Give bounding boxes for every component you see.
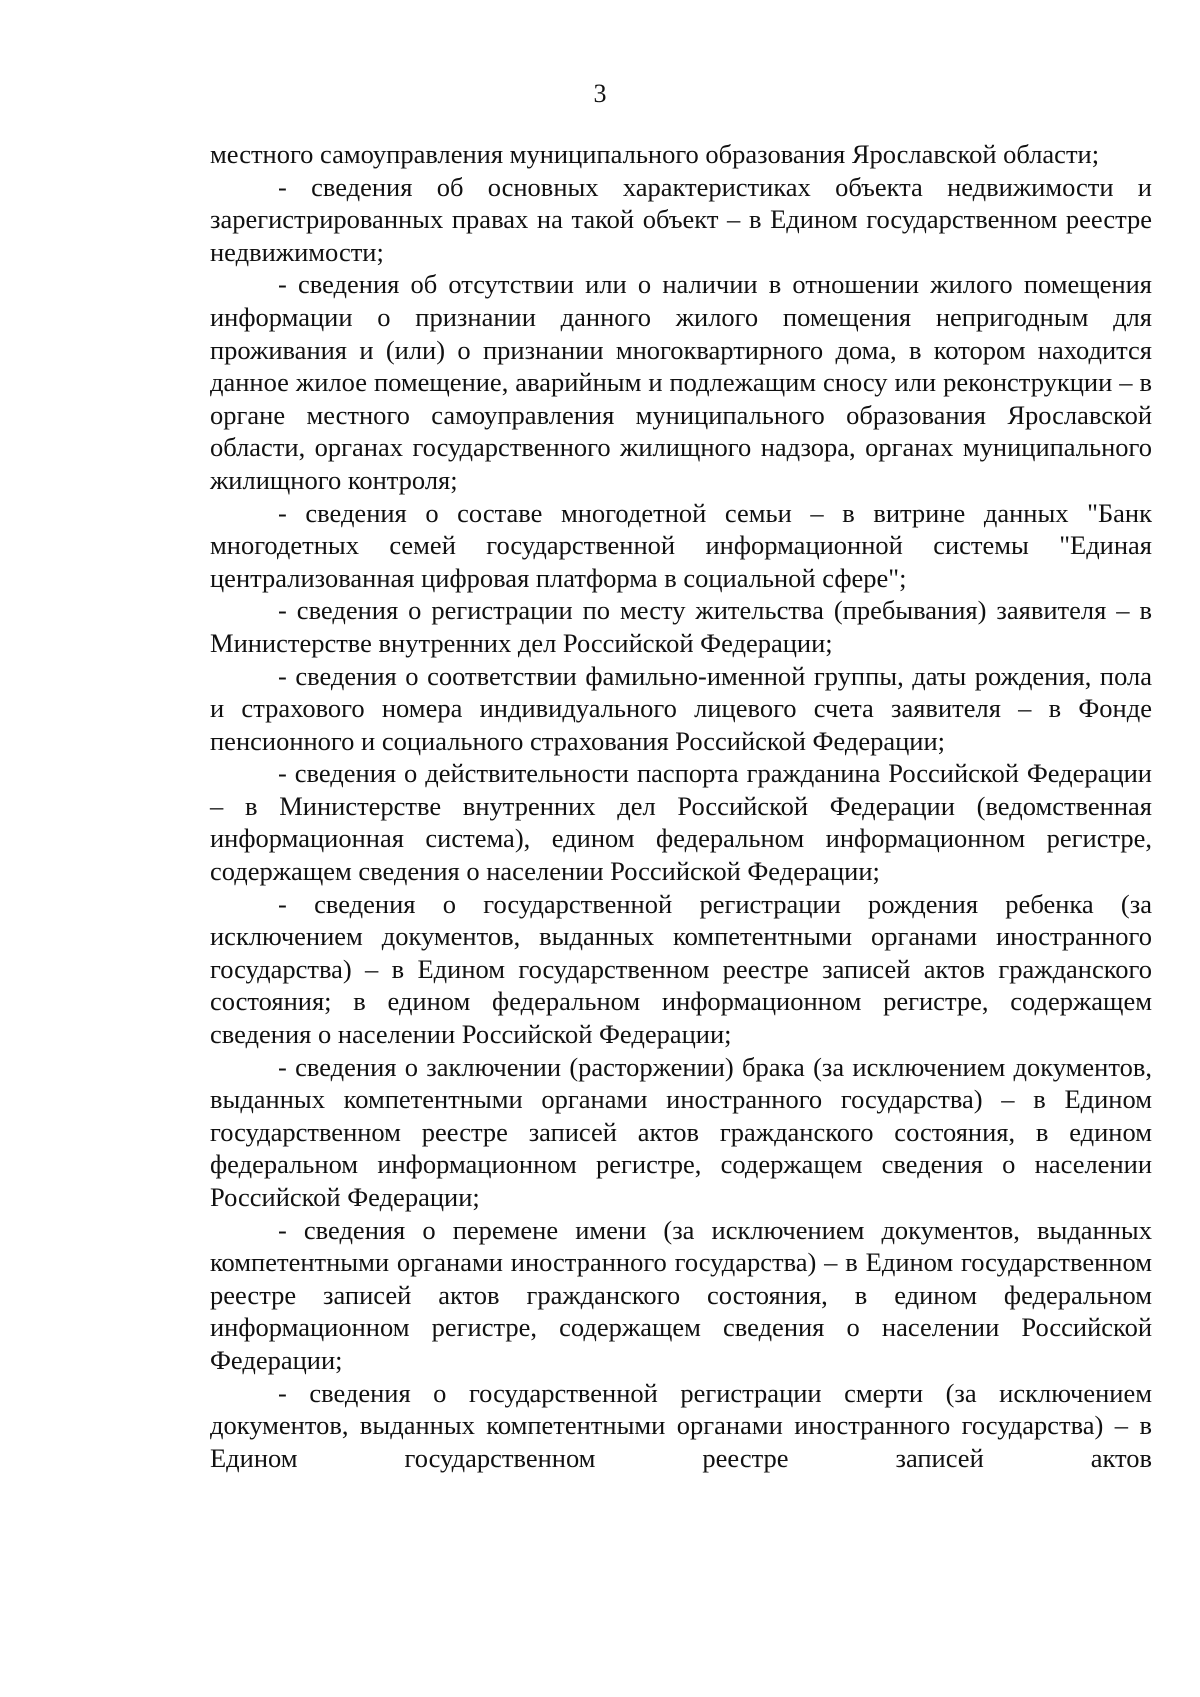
paragraph: - сведения об отсутствии или о наличии в отношении жилого помещения информации о признании данного жилого помещения непригодным для проживания и (или) о признании многоквартирного дома, в котором находится данное жилое помещение, аварийным и подлежащим сносу или реконструкции – в органе местного самоуправления муниципального образования Ярославской области, органах государственного жилищного надзора, органах муниципального жилищного контроля; (210, 269, 1152, 495)
paragraph: - сведения о составе многодетной семьи – в витрине данных "Банк многодетных семей государственной информационной системы "Единая централизованная цифровая платформа в социальной сфере"; (210, 497, 1152, 593)
paragraph: - сведения о действительности паспорта гражданина Российской Федерации – в Министерстве внутренних дел Российской Федерации (ведомственная информационная система), едином федеральном информационном регистре, содержащем сведения о населении Российской Федерации; (210, 758, 1152, 887)
paragraph: местного самоуправления муниципального образования Ярославской области; (210, 139, 1100, 169)
paragraph: - сведения о государственной регистрации смерти (за исключением документов, выданных компетентными органами иностранного государства) – в Едином государственном реестре записей актов (210, 1377, 1152, 1473)
paragraph: - сведения о соответствии фамильно-именной группы, даты рождения, пола и страхового номера индивидуального лицевого счета заявителя – в Фонде пенсионного и социального страхования Российской Федерации; (210, 660, 1152, 756)
paragraph: - сведения о заключении (расторжении) брака (за исключением документов, выданных компетентными органами иностранного государства) – в Едином государственном реестре записей актов гражданского состояния, в едином федеральном информационном регистре, содержащем сведения о населении Российской Федерации; (210, 1051, 1152, 1212)
paragraph: - сведения о регистрации по месту жительства (пребывания) заявителя – в Министерстве внутренних дел Российской Федерации; (210, 595, 1152, 658)
page-number: 3 (593, 79, 607, 108)
document-body (210, 138, 1152, 1474)
paragraph: - сведения о перемене имени (за исключением документов, выданных компетентными органами иностранного государства) – в Едином государственном реестре записей актов гражданского состояния, в едином федеральном информационном регистре, содержащем сведения о населении Российской Федерации; (210, 1214, 1152, 1375)
paragraph: - сведения об основных характеристиках объекта недвижимости и зарегистрированных правах на такой объект – в Едином государственном реестре недвижимости; (210, 171, 1152, 267)
paragraph: - сведения о государственной регистрации рождения ребенка (за исключением документов, выданных компетентными органами иностранного государства) – в Едином государственном реестре записей актов гражданского состояния; в едином федеральном информационном регистре, содержащем сведения о населении Российской Федерации; (210, 888, 1152, 1050)
